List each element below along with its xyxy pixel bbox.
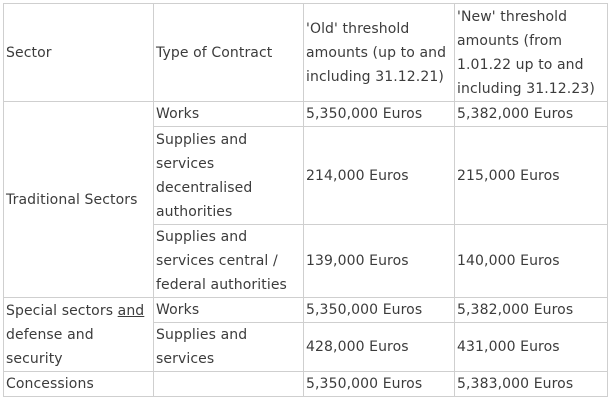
new-amount-cell: 431,000 Euros	[455, 323, 608, 372]
table-row	[4, 102, 608, 127]
old-amount-cell: 139,000 Euros	[304, 225, 455, 298]
header-old-threshold: 'Old' threshold amounts (up to and including 31.12.21)	[304, 4, 455, 102]
table-header-row	[4, 4, 608, 102]
header-contract-type: Type of Contract	[154, 4, 304, 102]
contract-type-cell: Works	[154, 102, 304, 127]
header-new-threshold: 'New' threshold amounts (from 1.01.22 up to and including 31.12.23)	[455, 4, 608, 102]
new-amount-cell: 5,382,000 Euros	[455, 102, 608, 127]
sector-special-and: and	[117, 302, 145, 319]
table-row	[4, 298, 608, 323]
sector-traditional: Traditional Sectors	[4, 102, 154, 298]
old-amount-cell: 5,350,000 Euros	[304, 372, 455, 397]
old-amount-cell: 5,350,000 Euros	[304, 298, 455, 323]
old-amount-cell: 428,000 Euros	[304, 323, 455, 372]
contract-type-cell: Supplies and services	[154, 323, 304, 372]
new-amount-cell: 140,000 Euros	[455, 225, 608, 298]
sector-special-text-2: defense and security	[6, 326, 94, 367]
contract-type-cell: Works	[154, 298, 304, 323]
sector-special-text-1: Special sectors	[6, 302, 118, 319]
new-amount-cell: 5,382,000 Euros	[455, 298, 608, 323]
old-amount-cell: 214,000 Euros	[304, 127, 455, 225]
sector-special	[4, 298, 154, 372]
sector-concessions: Concessions	[4, 372, 154, 397]
old-amount-cell: 5,350,000 Euros	[304, 102, 455, 127]
header-sector: Sector	[4, 4, 154, 102]
contract-type-cell	[154, 372, 304, 397]
contract-type-cell: Supplies and services decentralised authorities	[154, 127, 304, 225]
threshold-table	[3, 3, 608, 397]
contract-type-cell: Supplies and services central / federal authorities	[154, 225, 304, 298]
table-row	[4, 372, 608, 397]
new-amount-cell: 215,000 Euros	[455, 127, 608, 225]
new-amount-cell: 5,383,000 Euros	[455, 372, 608, 397]
